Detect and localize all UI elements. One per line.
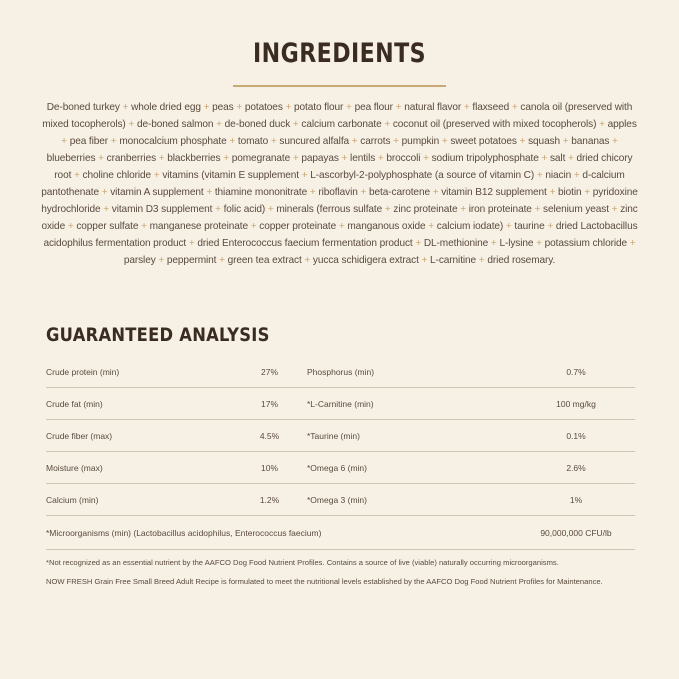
plus-separator-icon: +: [301, 170, 308, 181]
ingredient-item: taurine: [514, 221, 545, 232]
ingredient-item: thiamine mononitrate: [214, 187, 308, 198]
ingredient-item: parsley: [123, 255, 156, 266]
ingredient-item: pea flour: [354, 102, 393, 113]
ingredient-item: sodium tripolyphosphate: [431, 153, 539, 164]
guaranteed-analysis-title: GUARANTEED ANALYSIS: [46, 324, 270, 346]
plus-separator-icon: +: [351, 136, 358, 147]
nutrient-value: 1.2%: [232, 484, 307, 516]
plus-separator-icon: +: [428, 221, 435, 232]
nutrient-value: 10%: [232, 452, 307, 484]
plus-separator-icon: +: [505, 221, 512, 232]
plus-separator-icon: +: [219, 255, 225, 266]
ingredient-item: cranberries: [106, 153, 157, 164]
plus-separator-icon: +: [215, 204, 221, 215]
plus-separator-icon: +: [346, 102, 352, 113]
ingredient-item: copper sulfate: [76, 221, 139, 232]
table-row: [46, 356, 635, 388]
ingredient-item: choline chloride: [82, 170, 152, 181]
ingredient-item: beta-carotene: [368, 187, 430, 198]
guaranteed-analysis-table: [46, 356, 635, 550]
plus-separator-icon: +: [236, 102, 243, 113]
ingredient-item: biotin: [557, 187, 582, 198]
plus-separator-icon: +: [415, 238, 422, 249]
table-row: [46, 388, 635, 420]
nutrient-value: 17%: [232, 388, 307, 420]
ingredient-item: yucca schidigera extract: [312, 255, 419, 266]
plus-separator-icon: +: [292, 153, 299, 164]
ingredient-item: natural flavor: [404, 102, 462, 113]
ingredient-item: suncured alfalfa: [279, 136, 350, 147]
ingredient-item: L-ascorbyl-2-polyphosphate (a source of vitamin C): [310, 170, 535, 181]
ingredient-item: copper proteinate: [259, 221, 337, 232]
footnotes: [46, 557, 646, 595]
table-row: [46, 484, 635, 516]
plus-separator-icon: +: [384, 119, 391, 130]
microorganisms-value: 90,000,000 CFU/lb: [517, 516, 635, 550]
ingredient-item: pyridoxine hydrochloride: [41, 187, 638, 215]
ingredient-item: vitamin A supplement: [110, 187, 204, 198]
ingredient-item: dried Lactobacillus acidophilus fermentation product: [43, 221, 638, 249]
ingredient-item: zinc proteinate: [393, 204, 458, 215]
plus-separator-icon: +: [460, 204, 467, 215]
plus-separator-icon: +: [395, 102, 402, 113]
nutrient-value: 0.1%: [517, 420, 635, 452]
ingredient-item: selenium yeast: [543, 204, 609, 215]
ingredient-item: manganous oxide: [347, 221, 426, 232]
nutrient-value: 1%: [517, 484, 635, 516]
ingredient-item: dried chicory root: [54, 153, 633, 181]
aafco-statement: NOW FRESH Grain Free Small Breed Adult Recipe is formulated to meet the nutritional levels established by the AAFCO Dog Food Nutrient Profiles for Maintenance.: [46, 577, 603, 586]
ingredient-item: potato flour: [294, 102, 344, 113]
ingredient-item: pea fiber: [69, 136, 109, 147]
nutrient-label: Crude fiber (max): [46, 420, 232, 452]
plus-separator-icon: +: [534, 204, 541, 215]
nutrient-value: 0.7%: [517, 356, 635, 388]
ingredient-item: vitamins (vitamin E supplement: [162, 170, 299, 181]
plus-separator-icon: +: [478, 255, 485, 266]
nutrient-label: *Omega 3 (min): [307, 484, 517, 516]
plus-separator-icon: +: [629, 238, 636, 249]
ingredient-item: L-lysine: [499, 238, 534, 249]
ingredient-item: peas: [212, 102, 234, 113]
plus-separator-icon: +: [110, 136, 117, 147]
plus-separator-icon: +: [267, 204, 274, 215]
ingredient-item: peppermint: [166, 255, 217, 266]
plus-separator-icon: +: [377, 153, 384, 164]
plus-separator-icon: +: [98, 153, 104, 164]
ingredient-item: calcium iodate): [436, 221, 504, 232]
ingredient-item: vitamin B12 supplement: [441, 187, 547, 198]
plus-separator-icon: +: [206, 187, 213, 198]
plus-separator-icon: +: [562, 136, 569, 147]
ingredient-item: potatoes: [244, 102, 283, 113]
ingredient-item: calcium carbonate: [301, 119, 382, 130]
plus-separator-icon: +: [341, 153, 348, 164]
plus-separator-icon: +: [223, 153, 229, 164]
plus-separator-icon: +: [393, 136, 399, 147]
ingredient-item: iron proteinate: [468, 204, 532, 215]
plus-separator-icon: +: [103, 204, 110, 215]
nutrient-label: Moisture (max): [46, 452, 232, 484]
plus-separator-icon: +: [216, 119, 222, 130]
nutrient-label: *Taurine (min): [307, 420, 517, 452]
ingredient-item: dried rosemary.: [487, 255, 556, 266]
ingredient-item: potassium chloride: [544, 238, 628, 249]
ingredient-item: d-calcium pantothenate: [41, 170, 625, 198]
ingredient-item: dried Enterococcus faecium fermentation product: [197, 238, 413, 249]
plus-separator-icon: +: [432, 187, 439, 198]
ingredient-item: lentils: [350, 153, 376, 164]
plus-separator-icon: +: [549, 187, 556, 198]
ingredient-item: De-boned turkey: [46, 102, 120, 113]
nutrient-label: *L-Carnitine (min): [307, 388, 517, 420]
ingredient-item: L-carnitine: [430, 255, 477, 266]
plus-separator-icon: +: [536, 170, 543, 181]
ingredient-item: manganese proteinate: [149, 221, 249, 232]
nutrient-value: 4.5%: [232, 420, 307, 452]
plus-separator-icon: +: [541, 153, 548, 164]
plus-separator-icon: +: [229, 136, 236, 147]
ingredient-item: minerals (ferrous sulfate: [276, 204, 383, 215]
microorganisms-label: *Microorganisms (min) (Lactobacillus acidophilus, Enterococcus faecium): [46, 516, 517, 550]
plus-separator-icon: +: [250, 221, 257, 232]
ingredient-item: whole dried egg: [131, 102, 201, 113]
ingredient-item: monocalcium phosphate: [119, 136, 227, 147]
plus-separator-icon: +: [568, 153, 574, 164]
plus-separator-icon: +: [158, 153, 165, 164]
plus-separator-icon: +: [611, 204, 618, 215]
plus-separator-icon: +: [158, 255, 165, 266]
ingredient-item: DL-methionine: [423, 238, 489, 249]
ingredient-item: de-boned salmon: [136, 119, 214, 130]
nutrient-label: Crude fat (min): [46, 388, 232, 420]
plus-separator-icon: +: [61, 136, 67, 147]
ingredient-item: salt: [549, 153, 566, 164]
plus-separator-icon: +: [423, 153, 429, 164]
aafco-footnote: *Not recognized as an essential nutrient by the AAFCO Dog Food Nutrient Profiles. Contains a source of live (viable) naturally occurring microorganisms.: [46, 558, 559, 567]
ingredient-item: canola oil (preserved with mixed tocopherols): [42, 102, 633, 130]
plus-separator-icon: +: [536, 238, 542, 249]
table-row: [46, 452, 635, 484]
plus-separator-icon: +: [128, 119, 135, 130]
plus-separator-icon: +: [304, 255, 311, 266]
ingredient-item: broccoli: [386, 153, 421, 164]
plus-separator-icon: +: [599, 119, 605, 130]
ingredient-item: niacin: [545, 170, 572, 181]
ingredient-item: zinc oxide: [41, 204, 638, 232]
plus-separator-icon: +: [141, 221, 147, 232]
ingredients-title: INGREDIENTS: [253, 38, 426, 69]
nutrient-value: 100 mg/kg: [517, 388, 635, 420]
ingredient-item: riboflavin: [318, 187, 358, 198]
ingredient-item: green tea extract: [227, 255, 302, 266]
ingredient-item: sweet potatoes: [450, 136, 517, 147]
plus-separator-icon: +: [292, 119, 299, 130]
plus-separator-icon: +: [74, 170, 80, 181]
plus-separator-icon: +: [270, 136, 277, 147]
plus-separator-icon: +: [490, 238, 497, 249]
ingredient-item: pomegranate: [231, 153, 291, 164]
table-row: [46, 516, 635, 550]
nutrient-label: Crude protein (min): [46, 356, 232, 388]
table-row: [46, 420, 635, 452]
plus-separator-icon: +: [285, 102, 292, 113]
plus-separator-icon: +: [309, 187, 316, 198]
ingredient-item: papayas: [301, 153, 339, 164]
ingredient-item: flaxseed: [472, 102, 510, 113]
nutrient-label: Calcium (min): [46, 484, 232, 516]
ingredient-item: squash: [528, 136, 561, 147]
ingredient-item: coconut oil (preserved with mixed tocopherols): [392, 119, 597, 130]
plus-separator-icon: +: [153, 170, 160, 181]
plus-separator-icon: +: [203, 102, 210, 113]
ingredient-item: blackberries: [167, 153, 221, 164]
plus-separator-icon: +: [384, 204, 391, 215]
plus-separator-icon: +: [612, 136, 618, 147]
plus-separator-icon: +: [67, 221, 74, 232]
nutrient-value: 2.6%: [517, 452, 635, 484]
plus-separator-icon: +: [519, 136, 526, 147]
plus-separator-icon: +: [441, 136, 448, 147]
ingredient-item: bananas: [571, 136, 610, 147]
plus-separator-icon: +: [101, 187, 108, 198]
plus-separator-icon: +: [584, 187, 591, 198]
plus-separator-icon: +: [188, 238, 195, 249]
plus-separator-icon: +: [122, 102, 129, 113]
ingredient-item: pumpkin: [401, 136, 440, 147]
title-divider: [233, 85, 446, 87]
plus-separator-icon: +: [573, 170, 580, 181]
ingredient-item: blueberries: [46, 153, 96, 164]
ingredient-item: folic acid): [223, 204, 266, 215]
nutrient-label: *Omega 6 (min): [307, 452, 517, 484]
ingredients-list: [38, 99, 641, 269]
plus-separator-icon: +: [338, 221, 345, 232]
plus-separator-icon: +: [421, 255, 428, 266]
plus-separator-icon: +: [511, 102, 518, 113]
plus-separator-icon: +: [360, 187, 367, 198]
ingredient-item: de-boned duck: [224, 119, 291, 130]
ingredient-item: vitamin D3 supplement: [111, 204, 213, 215]
ingredient-item: tomato: [237, 136, 269, 147]
ingredient-item: apples: [607, 119, 637, 130]
nutrient-label: Phosphorus (min): [307, 356, 517, 388]
ingredient-item: carrots: [360, 136, 391, 147]
plus-separator-icon: +: [547, 221, 554, 232]
nutrient-value: 27%: [232, 356, 307, 388]
plus-separator-icon: +: [463, 102, 470, 113]
